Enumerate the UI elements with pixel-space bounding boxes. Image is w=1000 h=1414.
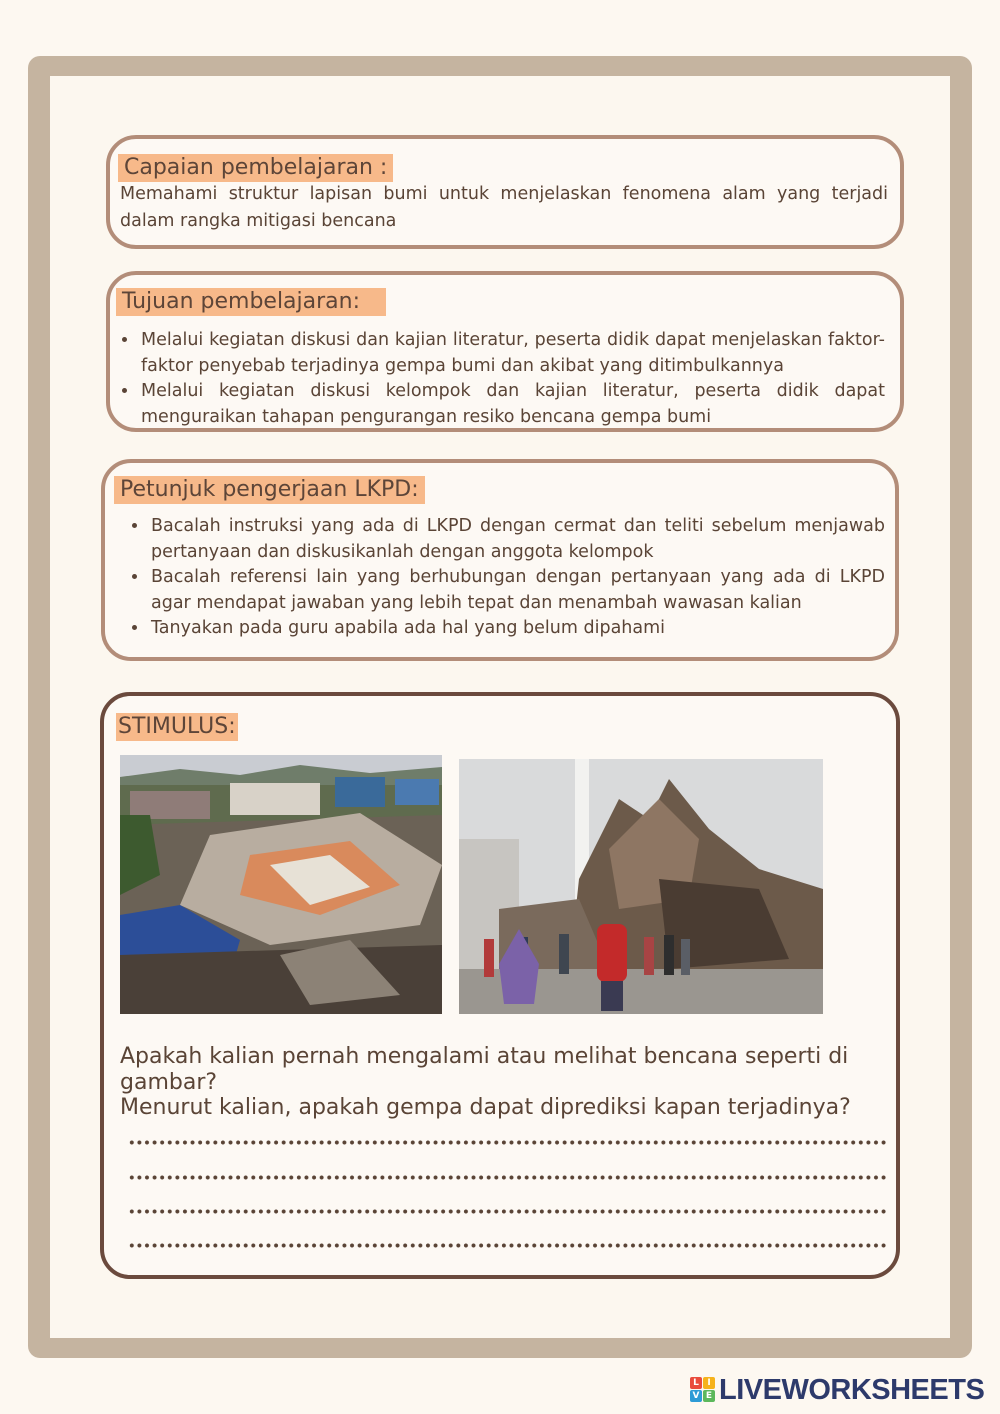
capaian-text: Memahami struktur lapisan bumi untuk menjelaskan fenomena alam yang terjadi dalam rangka mitigasi bencana [120,184,888,231]
answer-line[interactable] [128,1209,886,1214]
petunjuk-item: • Tanyakan pada guru apabila ada hal yang belum dipahami [149,616,885,642]
petunjuk-list [131,514,885,642]
petunjuk-item: • Bacalah referensi lain yang berhubungan dengan pertanyaan yang ada di LKPD agar mendapat jawaban yang lebih tepat dan menambah wawasan kalian [149,565,885,616]
liveworksheets-logo-icon: L I V E [690,1377,716,1403]
petunjuk-item: • Bacalah instruksi yang ada di LKPD dengan cermat dan teliti sebelum menjawab pertanyaan dan diskusikanlah dengan anggota kelompok [149,514,885,565]
tujuan-heading: Tujuan pembelajaran: [116,288,386,316]
stimulus-question-1: Apakah kalian pernah mengalami atau melihat bencana seperti di gambar? [120,1044,849,1095]
answer-line[interactable] [128,1243,886,1248]
capaian-heading: Capaian pembelajaran : [118,154,393,182]
petunjuk-heading: Petunjuk pengerjaan LKPD: [114,476,425,504]
stimulus-heading: STIMULUS: [118,714,236,739]
earthquake-photo-aerial-image [120,755,442,1014]
tujuan-item: • Melalui kegiatan diskusi dan kajian literatur, peserta didik dapat menjelaskan faktor-faktor penyebab terjadinya gempa bumi dan akibat yang ditimbulkannya [139,328,885,379]
stimulus-question-2: Menurut kalian, apakah gempa dapat diprediksi kapan terjadinya? [120,1095,851,1120]
liveworksheets-logo-text: LIVEWORKSHEETS [719,1373,985,1406]
liveworksheets-logo [690,1372,984,1408]
earthquake-photo-street [459,759,823,1014]
answer-line[interactable] [128,1175,886,1180]
answer-line[interactable] [128,1140,886,1145]
earthquake-photo-aerial [120,755,442,1014]
earthquake-photo-street-image [459,759,823,1014]
tujuan-item: • Melalui kegiatan diskusi kelompok dan kajian literatur, peserta didik dapat menguraikan tahapan pengurangan resiko bencana gempa bumi [139,379,885,430]
tujuan-list [121,328,885,430]
